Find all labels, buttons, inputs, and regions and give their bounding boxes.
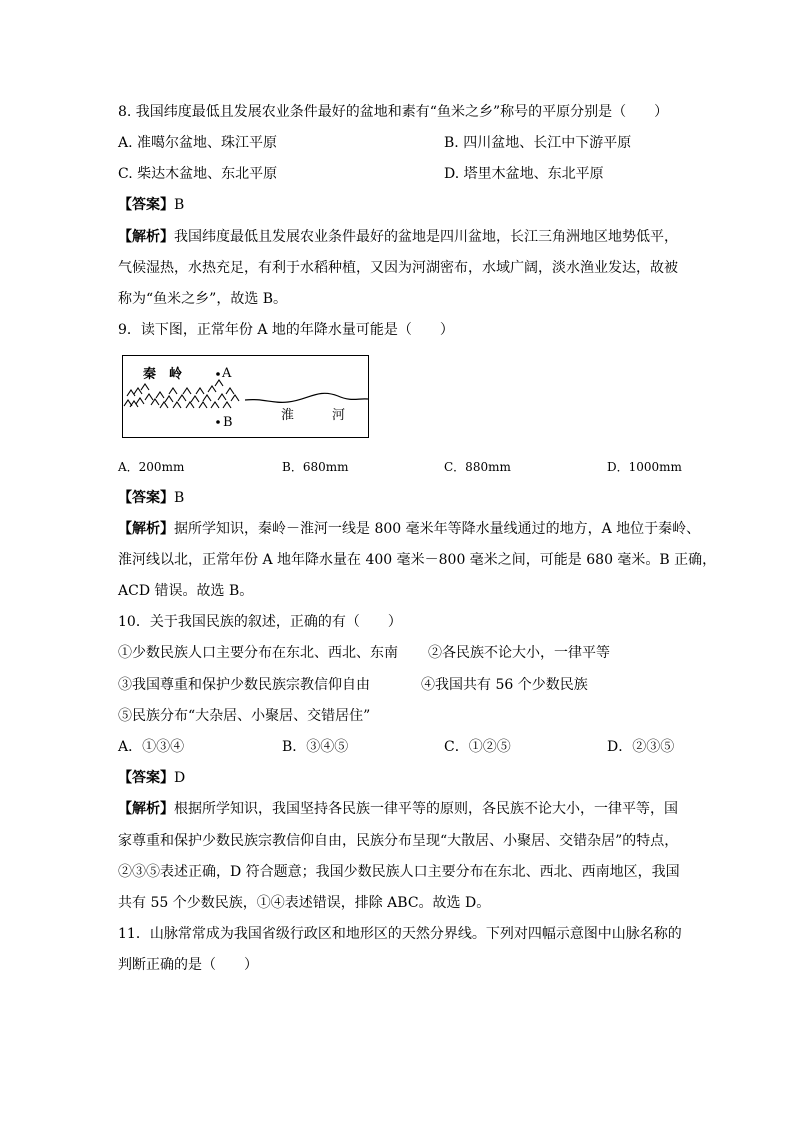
analysis-text: 我国纬度最低且发展农业条件最好的盆地是四川盆地，长江三角洲地区地势低平，	[174, 229, 678, 245]
q8-answer	[118, 197, 184, 213]
q10-item-1: ①少数民族人口主要分布在东北、西北、东南	[118, 645, 398, 661]
analysis-tag: 【解析】	[118, 229, 174, 245]
huai-river-line	[245, 393, 368, 402]
q9-map-figure	[122, 355, 369, 438]
q8-analysis-line-1	[118, 229, 678, 245]
q11-stem-line-2: 判断正确的是（ ）	[118, 957, 258, 973]
answer-tag: 【答案】	[118, 197, 174, 213]
q10-option-a: A．①③④	[118, 739, 185, 755]
answer-value: B	[174, 490, 185, 506]
answer-value: B	[174, 197, 185, 213]
q10-analysis-line-4: 共有 55 个少数民族，①④表述错误，排除 ABC。故选 D。	[118, 895, 491, 911]
q8-option-a: A. 准噶尔盆地、珠江平原	[118, 135, 278, 151]
q9-option-d: D．1000mm	[607, 460, 682, 474]
q10-analysis-line-1	[118, 801, 678, 817]
q9-analysis-line-1	[118, 521, 700, 537]
q8-stem: 8. 我国纬度最低且发展农业条件最好的盆地和素有“鱼米之乡”称号的平原分别是（ ）	[118, 104, 669, 120]
q10-item-4: ④我国共有 56 个少数民族	[421, 677, 588, 693]
river-label-he: 河	[332, 408, 346, 423]
q11-stem-line-1: 11．山脉常常成为我国省级行政区和地形区的天然分界线。下列对四幅示意图中山脉名称的	[118, 926, 682, 942]
mountain-symbols	[124, 380, 239, 408]
q9-answer	[118, 490, 184, 506]
point-a-label: A	[222, 366, 232, 381]
point-a-dot	[216, 372, 220, 376]
point-b-dot	[216, 420, 220, 424]
q10-stem: 10．关于我国民族的叙述，正确的有（ ）	[118, 614, 402, 630]
q9-option-a: A．200mm	[118, 460, 185, 474]
mountain-label: 秦 岭	[143, 367, 183, 382]
q10-analysis-line-3: ②③⑤表述正确，D 符合题意；我国少数民族人口主要分布在东北、西北、西南地区，我国	[118, 864, 680, 880]
q8-analysis-line-3: 称为“鱼米之乡”，故选 B。	[118, 291, 288, 307]
point-b-label: B	[223, 415, 233, 430]
q10-option-c: C．①②⑤	[444, 739, 511, 755]
q10-analysis-line-2: 家尊重和保护少数民族宗教信仰自由，民族分布呈现“大散居、小聚居、交错杂居”的特点，	[118, 833, 679, 849]
analysis-tag: 【解析】	[118, 521, 174, 537]
analysis-text: 据所学知识，秦岭－淮河一线是 800 毫米年等降水量线通过的地方，A 地位于秦岭、	[174, 521, 701, 537]
q8-option-d: D. 塔里木盆地、东北平原	[444, 166, 604, 182]
q9-option-b: B．680mm	[282, 460, 349, 474]
q10-answer	[118, 770, 185, 786]
q9-analysis-line-2: 淮河线以北，正常年份 A 地年降水量在 400 毫米－800 毫米之间，可能是 680 毫米。B 正确，	[118, 552, 717, 568]
analysis-tag: 【解析】	[118, 801, 174, 817]
answer-tag: 【答案】	[118, 770, 174, 786]
answer-value: D	[174, 770, 186, 786]
q9-option-c: C．880mm	[444, 460, 511, 474]
analysis-text: 根据所学知识，我国坚持各民族一律平等的原则，各民族不论大小，一律平等，国	[174, 801, 678, 817]
q9-stem: 9．读下图，正常年份 A 地的年降水量可能是（ ）	[118, 322, 454, 338]
q10-item-2: ②各民族不论大小，一律平等	[428, 645, 610, 661]
q10-option-d: D．②③⑤	[607, 739, 675, 755]
q8-option-b: B. 四川盆地、长江中下游平原	[444, 135, 632, 151]
q10-item-5: ⑤民族分布“大杂居、小聚居、交错居住”	[118, 708, 371, 724]
q9-analysis-line-3: ACD 错误。故选 B。	[118, 583, 254, 599]
river-label-huai: 淮	[281, 408, 295, 423]
q10-item-3: ③我国尊重和保护少数民族宗教信仰自由	[118, 677, 370, 693]
q8-analysis-line-2: 气候湿热，水热充足，有利于水稻种植，又因为河湖密布，水域广阔，淡水渔业发达，故被	[118, 260, 678, 276]
q8-option-c: C. 柴达木盆地、东北平原	[118, 166, 278, 182]
q10-option-b: B．③④⑤	[282, 739, 349, 755]
answer-tag: 【答案】	[118, 490, 174, 506]
